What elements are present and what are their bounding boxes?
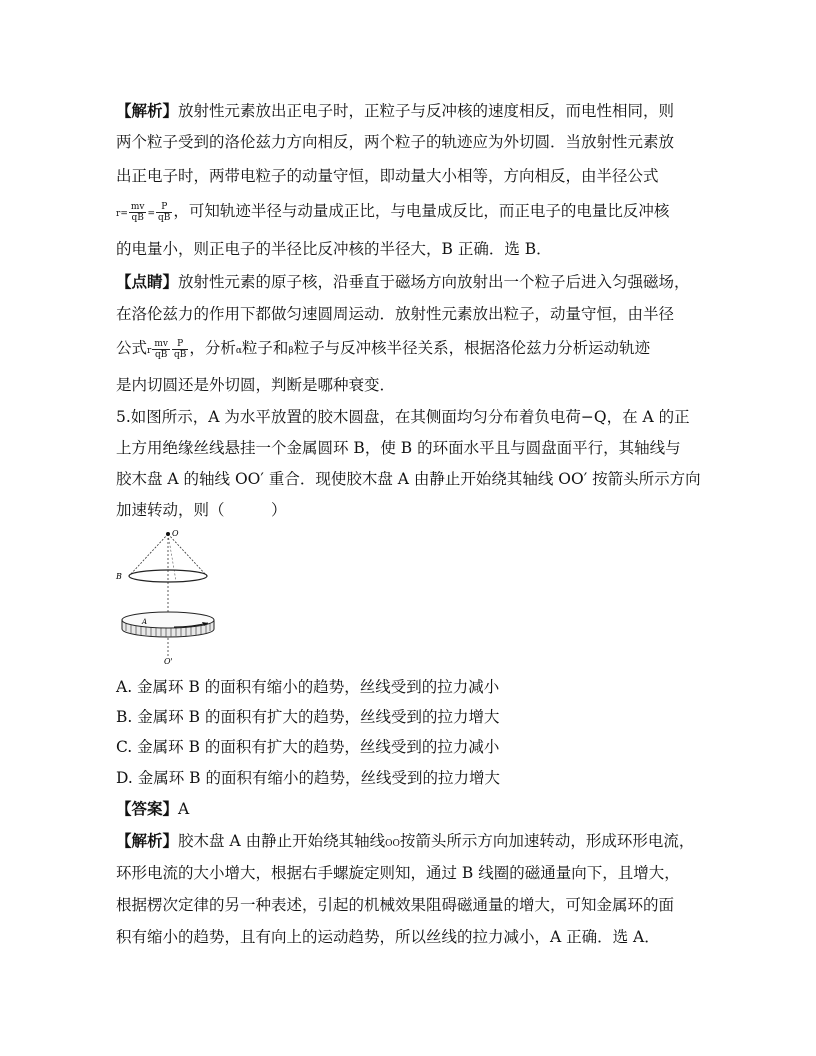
comment-text: 公式 [116, 339, 148, 357]
analysis-text: 按箭头所示方向加速转动，形成环形电流， [399, 832, 695, 850]
formula-fraction [172, 339, 188, 360]
formula-r: r [147, 346, 152, 356]
analysis-text: 两个粒子受到的洛伦兹力方向相反，两个粒子的轨迹应为外切圆．当放射性元素放 [116, 133, 675, 151]
analysis-paragraph-line [116, 830, 706, 852]
analysis-text: 积有缩小的趋势，且有向上的运动趋势，所以丝线的拉力减小，A 正确．选 A． [116, 928, 660, 946]
alpha-symbol: α [235, 346, 242, 356]
analysis-paragraph-line [116, 165, 706, 187]
question-text: 上方用绝缘丝线悬挂一个金属圆环 B，使 B 的环面水平且与圆盘面平行，其轴线与 [116, 439, 681, 457]
answer-line [116, 798, 706, 820]
fraction-denominator: qB [173, 349, 187, 360]
comment-tag: 【点睛】 [116, 272, 179, 291]
fraction-denominator: qB [131, 212, 144, 223]
fraction-denominator: qB [154, 349, 168, 360]
analysis-paragraph-line [116, 894, 706, 916]
label-o-prime: O' [164, 657, 173, 666]
physics-figure [112, 528, 222, 668]
answer-tag: 【答案】 [116, 799, 179, 818]
option-text: D. 金属环 B 的面积有缩小的趋势，丝线受到的拉力增大 [116, 769, 500, 787]
comment-paragraph-line [116, 303, 706, 325]
analysis-paragraph-line [116, 926, 706, 948]
axis-symbol: OO [385, 839, 400, 849]
analysis-text: 根据楞次定律的另一种表述，引起的机械效果阻碍磁通量的增大，可知金属环的面 [116, 896, 675, 914]
fraction-denominator: qB [158, 212, 171, 223]
comment-text: 粒子和 [241, 339, 289, 357]
question-line [116, 437, 706, 459]
question-line [116, 406, 706, 428]
formula-eq: = [120, 209, 128, 219]
option-text: A. 金属环 B 的面积有缩小的趋势，丝线受到的拉力减小 [116, 678, 500, 696]
comment-text: ，分析 [189, 339, 236, 357]
fraction-numerator: mv [154, 338, 168, 349]
option-text: C. 金属环 B 的面积有扩大的趋势，丝线受到的拉力减小 [116, 738, 500, 756]
analysis-paragraph-line [116, 862, 706, 884]
analysis-text: 的电量小，则正电子的半径比反冲核的半径大，B 正确．选 B． [116, 240, 552, 258]
comment-text: 粒子与反冲核半径关系，根据洛伦兹力分析运动轨迹 [293, 339, 651, 357]
label-o: O [172, 529, 179, 538]
comment-text: 在洛伦兹力的作用下都做匀速圆周运动．放射性元素放出粒子，动量守恒，由半径 [116, 305, 675, 323]
question-text: 加速转动，则（ ） [116, 501, 287, 519]
option-a[interactable] [116, 676, 706, 698]
comment-paragraph-line [116, 271, 706, 293]
disk-a-top [122, 612, 214, 628]
formula-fraction [156, 202, 172, 223]
formula-fraction [129, 202, 147, 223]
fraction-numerator: mv [130, 201, 145, 212]
analysis-paragraph-line [116, 238, 706, 260]
option-c[interactable] [116, 736, 706, 758]
label-b: B [116, 572, 122, 581]
analysis-text: ，可知轨迹半径与动量成正比，与电量成反比，而正电子的电量比反冲核 [173, 202, 670, 220]
option-b[interactable] [116, 706, 706, 728]
fraction-numerator: P [156, 202, 172, 213]
formula-r: r [116, 209, 121, 219]
formula-eq: = [147, 209, 156, 219]
comment-text: 是内切圆还是外切圆，判断是哪种衰变． [116, 376, 396, 394]
option-text: B. 金属环 B 的面积有扩大的趋势，丝线受到的拉力增大 [116, 708, 500, 726]
question-line [116, 499, 706, 521]
comment-paragraph-line [116, 374, 706, 396]
question-text: 5.如图所示，A 为水平放置的胶木圆盘，在其侧面均匀分布着负电荷−Q，在 A 的正 [116, 408, 690, 426]
analysis-paragraph-line [116, 100, 706, 122]
comment-text: 放射性元素的原子核，沿垂直于磁场方向放射出一个粒子后进入匀强磁场， [178, 273, 690, 291]
answer-value: A [178, 800, 190, 818]
option-d[interactable] [116, 767, 706, 789]
formula-fraction [152, 339, 170, 360]
label-a: A [142, 618, 148, 626]
analysis-tag: 【解析】 [116, 831, 179, 850]
analysis-paragraph-line [116, 196, 706, 226]
analysis-text: 胶木盘 A 由静止开始绕其轴线 [178, 832, 386, 850]
analysis-tag: 【解析】 [116, 101, 179, 120]
beta-symbol: β [288, 346, 294, 356]
fraction-numerator: P [172, 339, 188, 350]
comment-paragraph-line [116, 333, 706, 363]
analysis-text: 出正电子时，两带电粒子的动量守恒，即动量大小相等，方向相反，由半径公式 [116, 167, 659, 185]
analysis-text: 环形电流的大小增大，根据右手螺旋定则知，通过 B 线圈的磁通量向下，且增大， [116, 864, 680, 882]
analysis-text: 放射性元素放出正电子时，正粒子与反冲核的速度相反，而电性相同，则 [178, 102, 675, 120]
analysis-paragraph-line [116, 131, 706, 153]
thread-mid [168, 534, 176, 581]
question-text: 胶木盘 A 的轴线 OO′ 重合．现使胶木盘 A 由静止开始绕其轴线 OO′ 按箭头所示方向 [116, 470, 701, 488]
suspension-point [166, 532, 170, 536]
question-line [116, 468, 706, 490]
